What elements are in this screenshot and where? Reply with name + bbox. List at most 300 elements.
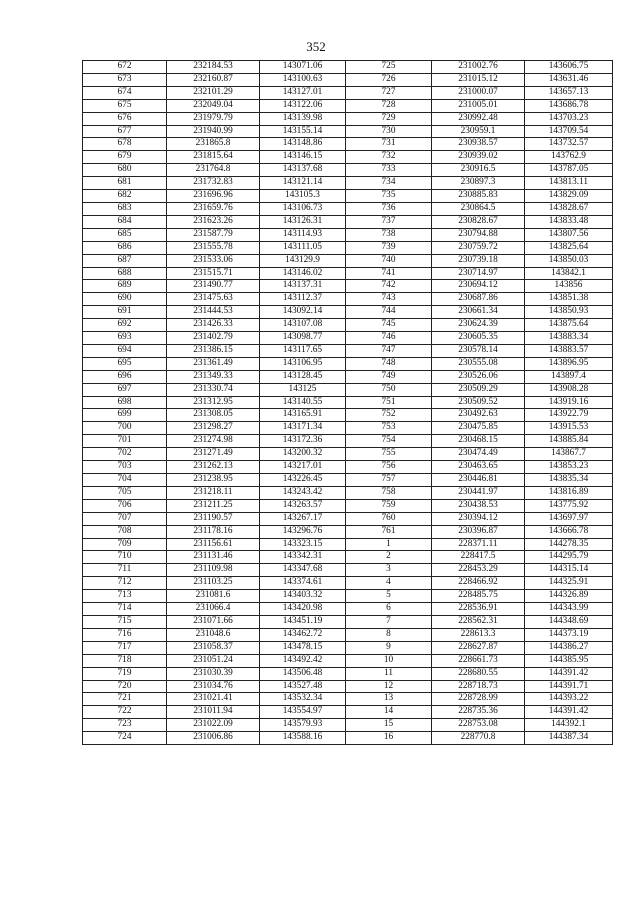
y-coordinate-cell: 143833.48 [525, 215, 613, 228]
point-number-cell: 742 [346, 280, 432, 293]
y-coordinate-cell: 143267.17 [260, 512, 346, 525]
y-coordinate-cell: 143296.76 [260, 525, 346, 538]
point-number-cell: 683 [83, 202, 167, 215]
point-number-cell: 734 [346, 177, 432, 190]
y-coordinate-cell: 144348.69 [525, 615, 613, 628]
table-row [83, 61, 613, 74]
point-number-cell: 719 [83, 667, 167, 680]
x-coordinate-cell: 230714.97 [432, 267, 525, 280]
point-number-cell: 6 [346, 603, 432, 616]
point-number-cell: 718 [83, 654, 167, 667]
x-coordinate-cell: 230864.5 [432, 202, 525, 215]
point-number-cell: 727 [346, 86, 432, 99]
point-number-cell: 2 [346, 551, 432, 564]
x-coordinate-cell: 230939.02 [432, 151, 525, 164]
x-coordinate-cell: 231271.49 [167, 448, 260, 461]
y-coordinate-cell: 143200.32 [260, 448, 346, 461]
x-coordinate-cell: 230394.12 [432, 512, 525, 525]
point-number-cell: 732 [346, 151, 432, 164]
table-row [83, 551, 613, 564]
point-number-cell: 730 [346, 125, 432, 138]
y-coordinate-cell: 143579.93 [260, 719, 346, 732]
coordinates-table [82, 60, 613, 745]
y-coordinate-cell: 144326.89 [525, 590, 613, 603]
y-coordinate-cell: 144315.14 [525, 564, 613, 577]
table-row [83, 719, 613, 732]
y-coordinate-cell: 143071.06 [260, 61, 346, 74]
x-coordinate-cell: 231361.49 [167, 357, 260, 370]
table-row [83, 164, 613, 177]
point-number-cell: 685 [83, 228, 167, 241]
x-coordinate-cell: 228753.08 [432, 719, 525, 732]
y-coordinate-cell: 143117.65 [260, 344, 346, 357]
point-number-cell: 747 [346, 344, 432, 357]
y-coordinate-cell: 143165.91 [260, 409, 346, 422]
table-row [83, 590, 613, 603]
point-number-cell: 678 [83, 138, 167, 151]
x-coordinate-cell: 228661.73 [432, 654, 525, 667]
x-coordinate-cell: 231218.11 [167, 486, 260, 499]
y-coordinate-cell: 144295.79 [525, 551, 613, 564]
y-coordinate-cell: 143853.23 [525, 461, 613, 474]
point-number-cell: 745 [346, 319, 432, 332]
point-number-cell: 746 [346, 332, 432, 345]
x-coordinate-cell: 230605.35 [432, 332, 525, 345]
point-number-cell: 681 [83, 177, 167, 190]
table-row [83, 732, 613, 745]
x-coordinate-cell: 230992.48 [432, 112, 525, 125]
x-coordinate-cell: 228466.92 [432, 577, 525, 590]
table-row [83, 422, 613, 435]
y-coordinate-cell: 143875.64 [525, 319, 613, 332]
x-coordinate-cell: 230687.86 [432, 293, 525, 306]
x-coordinate-cell: 230759.72 [432, 241, 525, 254]
y-coordinate-cell: 143697.97 [525, 512, 613, 525]
point-number-cell: 704 [83, 474, 167, 487]
x-coordinate-cell: 230885.83 [432, 190, 525, 203]
x-coordinate-cell: 231426.33 [167, 319, 260, 332]
point-number-cell: 9 [346, 641, 432, 654]
x-coordinate-cell: 228680.55 [432, 667, 525, 680]
x-coordinate-cell: 230438.53 [432, 499, 525, 512]
table-row [83, 241, 613, 254]
y-coordinate-cell: 143867.7 [525, 448, 613, 461]
y-coordinate-cell: 143816.89 [525, 486, 613, 499]
x-coordinate-cell: 231178.16 [167, 525, 260, 538]
x-coordinate-cell: 228485.75 [432, 590, 525, 603]
table-row [83, 254, 613, 267]
point-number-cell: 740 [346, 254, 432, 267]
x-coordinate-cell: 231006.86 [167, 732, 260, 745]
y-coordinate-cell: 144392.1 [525, 719, 613, 732]
point-number-cell: 752 [346, 409, 432, 422]
point-number-cell: 674 [83, 86, 167, 99]
y-coordinate-cell: 143883.34 [525, 332, 613, 345]
point-number-cell: 705 [83, 486, 167, 499]
point-number-cell: 694 [83, 344, 167, 357]
y-coordinate-cell: 143243.42 [260, 486, 346, 499]
table-row [83, 396, 613, 409]
point-number-cell: 693 [83, 332, 167, 345]
y-coordinate-cell: 143828.67 [525, 202, 613, 215]
point-number-cell: 748 [346, 357, 432, 370]
point-number-cell: 687 [83, 254, 167, 267]
point-number-cell: 749 [346, 370, 432, 383]
x-coordinate-cell: 231475.63 [167, 293, 260, 306]
y-coordinate-cell: 143107.08 [260, 319, 346, 332]
point-number-cell: 733 [346, 164, 432, 177]
y-coordinate-cell: 143588.16 [260, 732, 346, 745]
point-number-cell: 677 [83, 125, 167, 138]
y-coordinate-cell: 143908.28 [525, 383, 613, 396]
table-row [83, 306, 613, 319]
y-coordinate-cell: 143122.06 [260, 99, 346, 112]
y-coordinate-cell: 143140.55 [260, 396, 346, 409]
y-coordinate-cell: 143775.92 [525, 499, 613, 512]
y-coordinate-cell: 143851.38 [525, 293, 613, 306]
y-coordinate-cell: 143137.31 [260, 280, 346, 293]
y-coordinate-cell: 143106.95 [260, 357, 346, 370]
y-coordinate-cell: 143342.31 [260, 551, 346, 564]
x-coordinate-cell: 231002.76 [432, 61, 525, 74]
point-number-cell: 754 [346, 435, 432, 448]
y-coordinate-cell: 143420.98 [260, 603, 346, 616]
x-coordinate-cell: 230492.63 [432, 409, 525, 422]
point-number-cell: 686 [83, 241, 167, 254]
x-coordinate-cell: 230526.06 [432, 370, 525, 383]
x-coordinate-cell: 231555.78 [167, 241, 260, 254]
y-coordinate-cell: 144373.19 [525, 628, 613, 641]
y-coordinate-cell: 143127.01 [260, 86, 346, 99]
x-coordinate-cell: 230938.57 [432, 138, 525, 151]
table-row [83, 448, 613, 461]
y-coordinate-cell: 143347.68 [260, 564, 346, 577]
table-row [83, 603, 613, 616]
table-row [83, 538, 613, 551]
x-coordinate-cell: 231071.66 [167, 615, 260, 628]
x-coordinate-cell: 231051.24 [167, 654, 260, 667]
y-coordinate-cell: 143657.13 [525, 86, 613, 99]
point-number-cell: 756 [346, 461, 432, 474]
table-row [83, 693, 613, 706]
x-coordinate-cell: 230396.87 [432, 525, 525, 538]
point-number-cell: 682 [83, 190, 167, 203]
x-coordinate-cell: 231211.25 [167, 499, 260, 512]
x-coordinate-cell: 231021.41 [167, 693, 260, 706]
point-number-cell: 12 [346, 680, 432, 693]
x-coordinate-cell: 231444.53 [167, 306, 260, 319]
x-coordinate-cell: 230463.65 [432, 461, 525, 474]
y-coordinate-cell: 143922.79 [525, 409, 613, 422]
table-row [83, 202, 613, 215]
point-number-cell: 735 [346, 190, 432, 203]
y-coordinate-cell: 143148.86 [260, 138, 346, 151]
table-row [83, 564, 613, 577]
x-coordinate-cell: 230474.49 [432, 448, 525, 461]
x-coordinate-cell: 231081.6 [167, 590, 260, 603]
point-number-cell: 710 [83, 551, 167, 564]
x-coordinate-cell: 231308.05 [167, 409, 260, 422]
y-coordinate-cell: 143813.11 [525, 177, 613, 190]
x-coordinate-cell: 230959.1 [432, 125, 525, 138]
point-number-cell: 680 [83, 164, 167, 177]
y-coordinate-cell: 143666.78 [525, 525, 613, 538]
x-coordinate-cell: 231066.4 [167, 603, 260, 616]
y-coordinate-cell: 143128.45 [260, 370, 346, 383]
table-row [83, 680, 613, 693]
table-row [83, 474, 613, 487]
point-number-cell: 728 [346, 99, 432, 112]
point-number-cell: 757 [346, 474, 432, 487]
y-coordinate-cell: 143527.48 [260, 680, 346, 693]
point-number-cell: 711 [83, 564, 167, 577]
point-number-cell: 700 [83, 422, 167, 435]
point-number-cell: 709 [83, 538, 167, 551]
table-row [83, 215, 613, 228]
point-number-cell: 676 [83, 112, 167, 125]
y-coordinate-cell: 143146.15 [260, 151, 346, 164]
point-number-cell: 11 [346, 667, 432, 680]
point-number-cell: 744 [346, 306, 432, 319]
table-row [83, 370, 613, 383]
y-coordinate-cell: 143492.42 [260, 654, 346, 667]
x-coordinate-cell: 231349.33 [167, 370, 260, 383]
x-coordinate-cell: 231696.96 [167, 190, 260, 203]
y-coordinate-cell: 143462.72 [260, 628, 346, 641]
table-row [83, 357, 613, 370]
x-coordinate-cell: 231274.98 [167, 435, 260, 448]
x-coordinate-cell: 228735.36 [432, 706, 525, 719]
y-coordinate-cell: 143897.4 [525, 370, 613, 383]
x-coordinate-cell: 228613.3 [432, 628, 525, 641]
point-number-cell: 758 [346, 486, 432, 499]
y-coordinate-cell: 143709.54 [525, 125, 613, 138]
x-coordinate-cell: 232184.53 [167, 61, 260, 74]
table-row [83, 280, 613, 293]
x-coordinate-cell: 231103.25 [167, 577, 260, 590]
y-coordinate-cell: 144391.42 [525, 667, 613, 680]
point-number-cell: 738 [346, 228, 432, 241]
point-number-cell: 722 [83, 706, 167, 719]
x-coordinate-cell: 228770.8 [432, 732, 525, 745]
point-number-cell: 726 [346, 73, 432, 86]
x-coordinate-cell: 231000.07 [432, 86, 525, 99]
x-coordinate-cell: 231587.79 [167, 228, 260, 241]
table-row [83, 409, 613, 422]
y-coordinate-cell: 143121.14 [260, 177, 346, 190]
point-number-cell: 692 [83, 319, 167, 332]
x-coordinate-cell: 231515.71 [167, 267, 260, 280]
table-row [83, 641, 613, 654]
point-number-cell: 698 [83, 396, 167, 409]
y-coordinate-cell: 143323.15 [260, 538, 346, 551]
point-number-cell: 717 [83, 641, 167, 654]
point-number-cell: 689 [83, 280, 167, 293]
table-row [83, 319, 613, 332]
y-coordinate-cell: 143850.03 [525, 254, 613, 267]
x-coordinate-cell: 228371.11 [432, 538, 525, 551]
y-coordinate-cell: 143885.84 [525, 435, 613, 448]
x-coordinate-cell: 230897.3 [432, 177, 525, 190]
point-number-cell: 716 [83, 628, 167, 641]
point-number-cell: 696 [83, 370, 167, 383]
y-coordinate-cell: 143155.14 [260, 125, 346, 138]
point-number-cell: 741 [346, 267, 432, 280]
point-number-cell: 8 [346, 628, 432, 641]
page-number: 352 [306, 39, 326, 54]
y-coordinate-cell: 143631.46 [525, 73, 613, 86]
y-coordinate-cell: 143263.57 [260, 499, 346, 512]
table-row [83, 267, 613, 280]
x-coordinate-cell: 231238.95 [167, 474, 260, 487]
x-coordinate-cell: 230794.88 [432, 228, 525, 241]
y-coordinate-cell: 143606.75 [525, 61, 613, 74]
x-coordinate-cell: 230624.39 [432, 319, 525, 332]
y-coordinate-cell: 143915.53 [525, 422, 613, 435]
point-number-cell: 1 [346, 538, 432, 551]
x-coordinate-cell: 231490.77 [167, 280, 260, 293]
point-number-cell: 743 [346, 293, 432, 306]
x-coordinate-cell: 230916.5 [432, 164, 525, 177]
x-coordinate-cell: 231659.76 [167, 202, 260, 215]
table-row [83, 667, 613, 680]
x-coordinate-cell: 232049.04 [167, 99, 260, 112]
x-coordinate-cell: 228627.87 [432, 641, 525, 654]
point-number-cell: 739 [346, 241, 432, 254]
coordinates-table-body [83, 61, 613, 745]
y-coordinate-cell: 143732.57 [525, 138, 613, 151]
y-coordinate-cell: 143139.98 [260, 112, 346, 125]
y-coordinate-cell: 143554.97 [260, 706, 346, 719]
point-number-cell: 725 [346, 61, 432, 74]
table-row [83, 125, 613, 138]
y-coordinate-cell: 143126.31 [260, 215, 346, 228]
table-row [83, 499, 613, 512]
point-number-cell: 706 [83, 499, 167, 512]
table-row [83, 293, 613, 306]
x-coordinate-cell: 228536.91 [432, 603, 525, 616]
point-number-cell: 13 [346, 693, 432, 706]
x-coordinate-cell: 231190.57 [167, 512, 260, 525]
x-coordinate-cell: 230475.85 [432, 422, 525, 435]
y-coordinate-cell: 143111.05 [260, 241, 346, 254]
y-coordinate-cell: 143374.61 [260, 577, 346, 590]
y-coordinate-cell: 143856 [525, 280, 613, 293]
x-coordinate-cell: 231015.12 [432, 73, 525, 86]
x-coordinate-cell: 232101.29 [167, 86, 260, 99]
y-coordinate-cell: 143835.34 [525, 474, 613, 487]
table-row [83, 73, 613, 86]
x-coordinate-cell: 231940.99 [167, 125, 260, 138]
y-coordinate-cell: 143098.77 [260, 332, 346, 345]
y-coordinate-cell: 143703.23 [525, 112, 613, 125]
table-row [83, 86, 613, 99]
y-coordinate-cell: 143451.19 [260, 615, 346, 628]
y-coordinate-cell: 144385.95 [525, 654, 613, 667]
y-coordinate-cell: 144391.71 [525, 680, 613, 693]
point-number-cell: 703 [83, 461, 167, 474]
x-coordinate-cell: 231034.76 [167, 680, 260, 693]
y-coordinate-cell: 144393.22 [525, 693, 613, 706]
x-coordinate-cell: 231330.74 [167, 383, 260, 396]
y-coordinate-cell: 143686.78 [525, 99, 613, 112]
y-coordinate-cell: 143825.64 [525, 241, 613, 254]
x-coordinate-cell: 230828.67 [432, 215, 525, 228]
point-number-cell: 715 [83, 615, 167, 628]
point-number-cell: 16 [346, 732, 432, 745]
y-coordinate-cell: 144386.27 [525, 641, 613, 654]
y-coordinate-cell: 143532.34 [260, 693, 346, 706]
y-coordinate-cell: 144391.42 [525, 706, 613, 719]
x-coordinate-cell: 230509.29 [432, 383, 525, 396]
y-coordinate-cell: 143137.68 [260, 164, 346, 177]
x-coordinate-cell: 230661.34 [432, 306, 525, 319]
y-coordinate-cell: 143850.93 [525, 306, 613, 319]
x-coordinate-cell: 231005.01 [432, 99, 525, 112]
y-coordinate-cell: 143125 [260, 383, 346, 396]
x-coordinate-cell: 231386.15 [167, 344, 260, 357]
table-row [83, 344, 613, 357]
x-coordinate-cell: 230694.12 [432, 280, 525, 293]
x-coordinate-cell: 230555.08 [432, 357, 525, 370]
table-row [83, 615, 613, 628]
point-number-cell: 699 [83, 409, 167, 422]
point-number-cell: 701 [83, 435, 167, 448]
y-coordinate-cell: 143092.14 [260, 306, 346, 319]
table-row [83, 461, 613, 474]
point-number-cell: 15 [346, 719, 432, 732]
x-coordinate-cell: 231262.13 [167, 461, 260, 474]
table-row [83, 512, 613, 525]
x-coordinate-cell: 228728.99 [432, 693, 525, 706]
y-coordinate-cell: 143146.02 [260, 267, 346, 280]
y-coordinate-cell: 143478.15 [260, 641, 346, 654]
point-number-cell: 750 [346, 383, 432, 396]
table-row [83, 706, 613, 719]
point-number-cell: 679 [83, 151, 167, 164]
point-number-cell: 729 [346, 112, 432, 125]
point-number-cell: 695 [83, 357, 167, 370]
table-row [83, 435, 613, 448]
y-coordinate-cell: 143100.63 [260, 73, 346, 86]
point-number-cell: 720 [83, 680, 167, 693]
x-coordinate-cell: 231131.46 [167, 551, 260, 564]
x-coordinate-cell: 231732.83 [167, 177, 260, 190]
y-coordinate-cell: 143114.93 [260, 228, 346, 241]
x-coordinate-cell: 231156.61 [167, 538, 260, 551]
x-coordinate-cell: 230739.18 [432, 254, 525, 267]
x-coordinate-cell: 231058.37 [167, 641, 260, 654]
y-coordinate-cell: 143842.1 [525, 267, 613, 280]
x-coordinate-cell: 228718.73 [432, 680, 525, 693]
point-number-cell: 691 [83, 306, 167, 319]
y-coordinate-cell: 143171.34 [260, 422, 346, 435]
point-number-cell: 7 [346, 615, 432, 628]
y-coordinate-cell: 144343.99 [525, 603, 613, 616]
point-number-cell: 751 [346, 396, 432, 409]
table-row [83, 177, 613, 190]
table-row [83, 332, 613, 345]
y-coordinate-cell: 143172.36 [260, 435, 346, 448]
y-coordinate-cell: 143762.9 [525, 151, 613, 164]
table-row [83, 138, 613, 151]
point-number-cell: 697 [83, 383, 167, 396]
table-row [83, 190, 613, 203]
x-coordinate-cell: 230468.15 [432, 435, 525, 448]
x-coordinate-cell: 231815.64 [167, 151, 260, 164]
y-coordinate-cell: 143112.37 [260, 293, 346, 306]
point-number-cell: 712 [83, 577, 167, 590]
